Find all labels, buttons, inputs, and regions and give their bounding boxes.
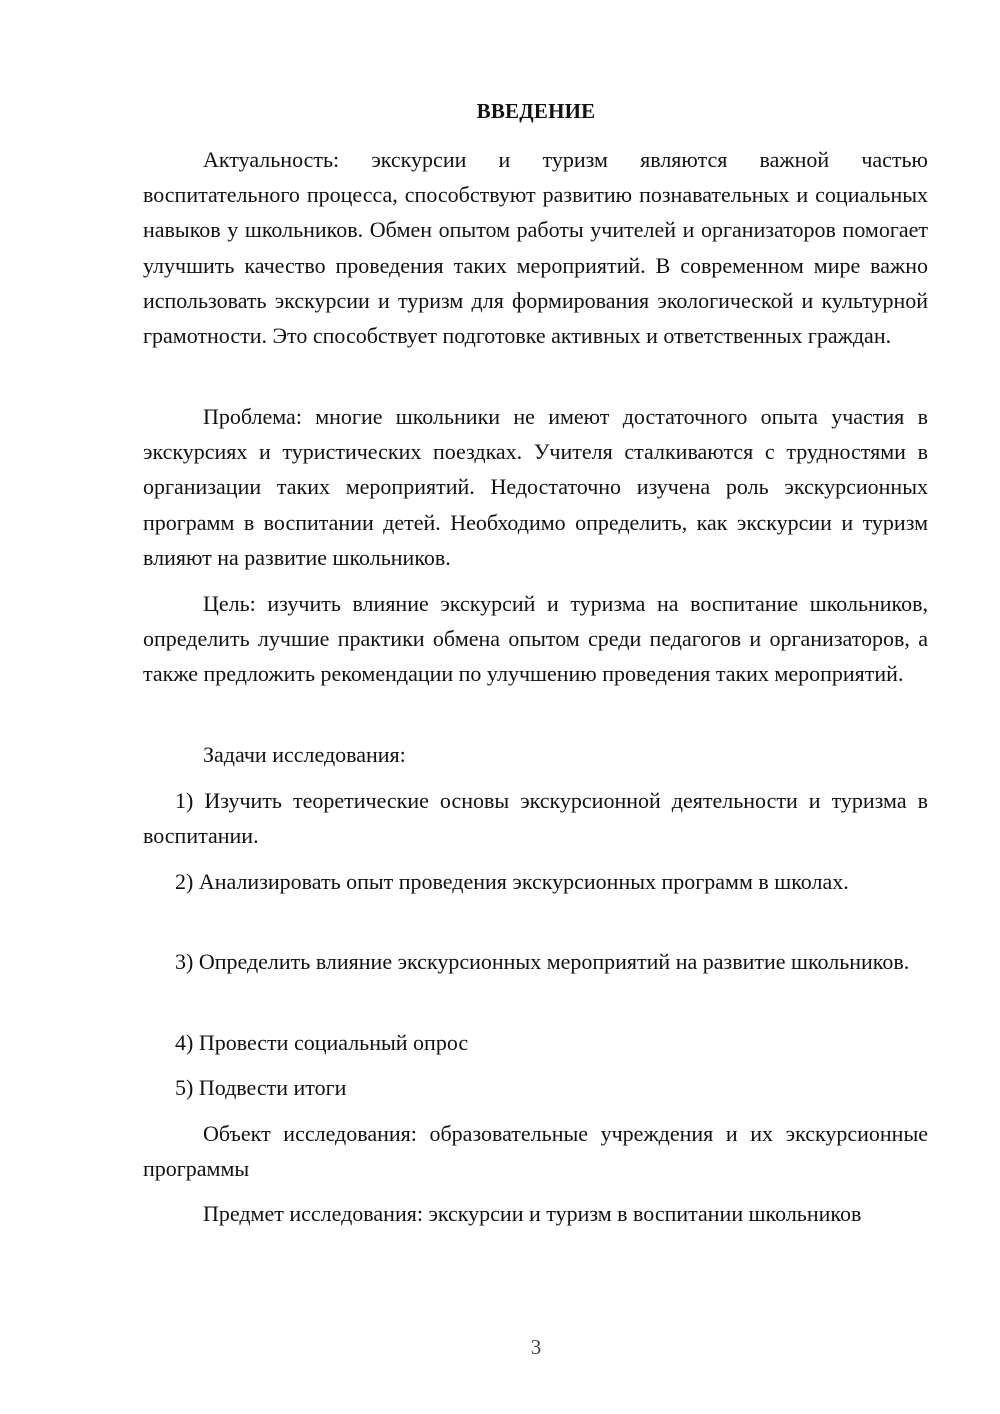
task-item-1: 1) Изучить теоретические основы экскурсионной деятельности и туризма в воспитании. <box>143 788 928 849</box>
paragraph-relevance: Актуальность: экскурсии и туризм являются важной частью воспитательного процесса, способствуют развитию познавательных и социальных навыков у школьников. Обмен опытом работы учителей и организаторов помогает улучшить качество проведения таких мероприятий. В современном мире важно использовать экскурсии и туризм для формирования экологической и культурной грамотности. Это способствует подготовке активных и ответственных граждан. <box>143 147 928 349</box>
task-item-4: 4) Провести социальный опрос <box>175 1030 469 1055</box>
paragraph-problem: Проблема: многие школьники не имеют достаточного опыта участия в экскурсиях и туристических поездках. Учителя сталкиваются с трудностями в организации таких мероприятий. Недостаточно изучена роль экскурсионных программ в воспитании детей. Необходимо определить, как экскурсии и туризм влияют на развитие школьников. <box>143 404 928 570</box>
paragraph-subject: Предмет исследования: экскурсии и туризм в воспитании школьников <box>203 1201 862 1226</box>
tasks-heading: Задачи исследования: <box>203 742 406 767</box>
section-title: ВВЕДЕНИЕ <box>476 99 596 123</box>
page-number: 3 <box>530 1335 542 1359</box>
paragraph-goal: Цель: изучить влияние экскурсий и туризма на воспитание школьников, определить лучшие практики обмена опытом среди педагогов и организаторов, а также предложить рекомендации по улучшению проведения таких мероприятий. <box>143 591 928 687</box>
paragraph-object: Объект исследования: образовательные учреждения и их экскурсионные программы <box>143 1121 928 1182</box>
task-item-3: 3) Определить влияние экскурсионных мероприятий на развитие школьников. <box>175 949 910 974</box>
task-item-2: 2) Анализировать опыт проведения экскурсионных программ в школах. <box>175 869 849 894</box>
task-item-5: 5) Подвести итоги <box>175 1075 347 1100</box>
